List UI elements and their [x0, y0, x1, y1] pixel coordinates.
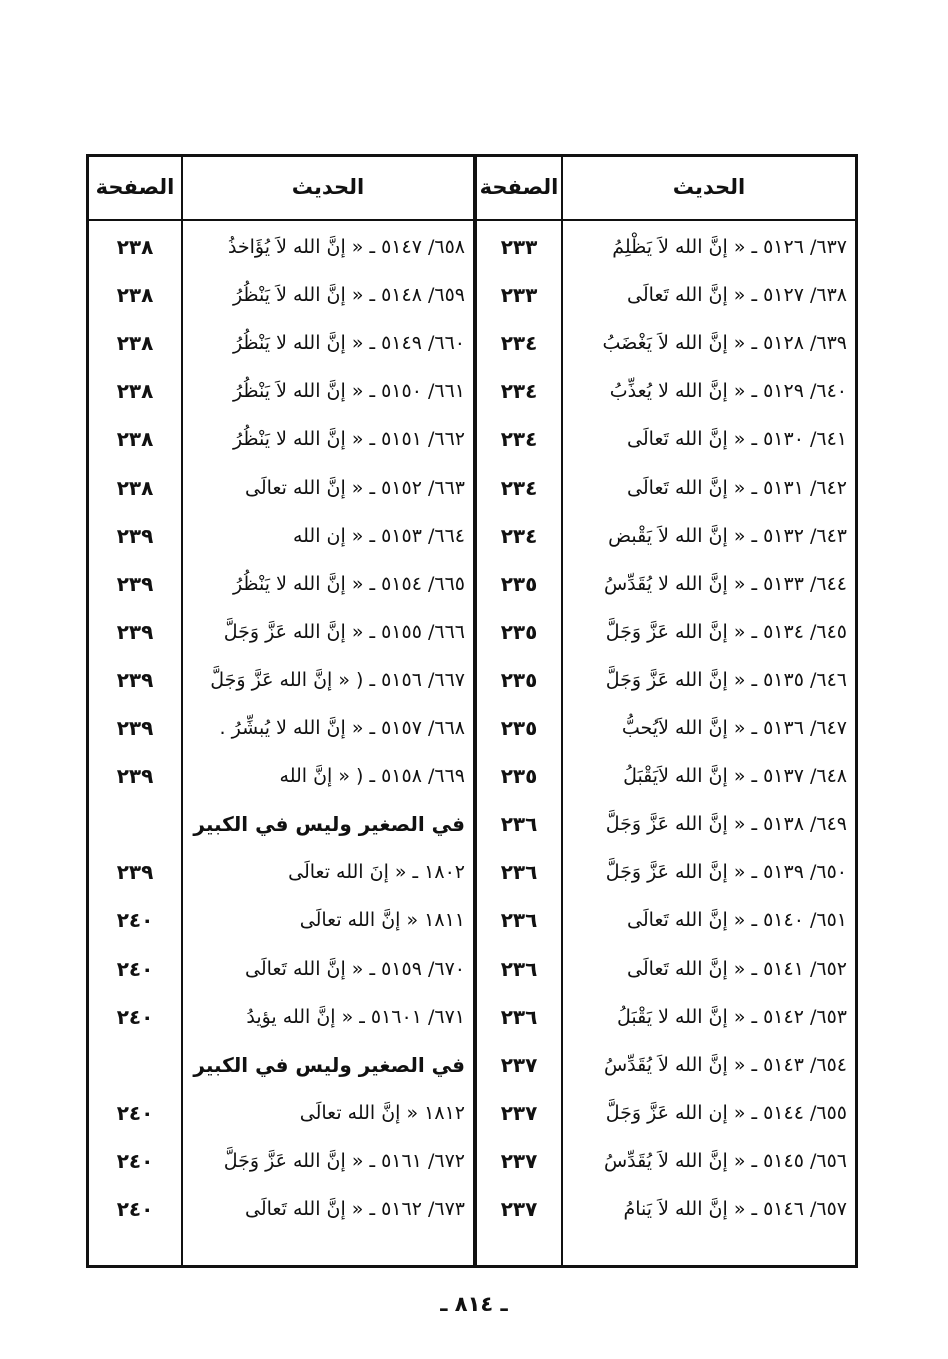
header-hadith-left: الحديث — [291, 175, 365, 199]
page-ref: ٢٤٠ — [116, 1100, 154, 1125]
table-row — [89, 1137, 855, 1185]
page-ref: ٢٣٨ — [116, 427, 154, 452]
hadith-entry: ٦٤٩/ ٥١٣٨ ـ « إنَّ الله عَزَّ وَجَلَّ — [605, 813, 847, 836]
hadith-entry: ٦٦٩/ ٥١٥٨ ـ ( « إنَّ الله — [279, 765, 465, 788]
table-row — [89, 752, 855, 800]
hadith-entry: ٦٤٤/ ٥١٣٣ ـ « إنَّ الله لا يُقَدِّسُ — [603, 572, 847, 595]
hadith-entry: ٦٦٥/ ٥١٥٤ ـ « إنَّ الله لا يَنْظُرُ — [232, 572, 465, 595]
table-row — [89, 223, 855, 271]
hadith-entry: ٦٥٧/ ٥١٤٦ ـ « إنَّ الله لاَ يَنامُ — [623, 1198, 847, 1220]
page-ref: ٢٣٩ — [116, 860, 154, 885]
hadith-entry: ٦٥٣/ ٥١٤٢ ـ « إنَّ الله لا يَقْبَلُ — [617, 1005, 847, 1028]
hadith-entry: ٦٥١/ ٥١٤٠ ـ « إنَّ الله تَعالَى — [627, 909, 847, 932]
page-ref: ٢٣٦ — [500, 860, 538, 885]
table-row — [89, 848, 855, 896]
page-ref: ٢٣٥ — [500, 619, 538, 644]
page-ref: ٢٣٥ — [500, 571, 538, 596]
page-ref: ٢٣٨ — [116, 235, 154, 259]
page-ref: ٢٣٩ — [116, 571, 154, 596]
hadith-entry: ٦٤٧/ ٥١٣٦ ـ « إنَّ الله لاَيُحبُّ — [621, 717, 847, 739]
hadith-entry: ٦٦٢/ ٥١٥١ ـ « إنَّ الله لا يَنْظُرُ — [232, 428, 465, 451]
hadith-entry: ٦٦٣/ ٥١٥٢ ـ « إنَّ الله تعالَى — [245, 476, 465, 499]
page-ref: ٢٣٣ — [500, 283, 538, 308]
page-ref: ٢٣٣ — [500, 235, 538, 259]
hadith-entry: ٦٦٨/ ٥١٥٧ ـ « إنَّ الله لا يُبشِّرُ . — [219, 717, 465, 739]
hadith-entry: ٦٤٣/ ٥١٣٢ ـ « إنَّ الله لاَ يَقْبض — [608, 524, 847, 547]
index-table — [86, 154, 858, 1268]
hadith-entry: ٦٦٤/ ٥١٥٣ ـ « إن الله — [292, 524, 465, 547]
page-ref: ٢٣٥ — [500, 667, 538, 692]
page-ref: ٢٣٩ — [116, 619, 154, 644]
page-ref: ٢٣٦ — [500, 908, 538, 933]
table-row — [89, 896, 855, 944]
page-ref — [89, 1041, 181, 1089]
page-ref: ٢٤٠ — [116, 1004, 154, 1029]
header-divider — [89, 219, 855, 221]
page-ref: ٢٣٩ — [116, 716, 154, 740]
hadith-entry: ١٨١١ « إنَّ الله تعالَى — [299, 909, 465, 932]
hadith-entry: ٦٦٦/ ٥١٥٥ ـ « إنَّ الله عَزَّ وَجَلَّ — [223, 620, 465, 643]
hadith-entry: ٦٥٠/ ٥١٣٩ ـ « إنَّ الله عَزَّ وَجَلَّ — [605, 861, 847, 884]
hadith-entry: ٦٤٢/ ٥١٣١ ـ « إنَّ الله تَعالَى — [627, 476, 847, 499]
page-ref: ٢٣٤ — [500, 427, 538, 452]
table-row — [89, 512, 855, 560]
hadith-entry: ٦٥٥/ ٥١٤٤ ـ « إن الله عَزَّ وَجَلَّ — [605, 1101, 847, 1124]
hadith-entry: ١٨٠٢ ـ « إنَ الله تعالَى — [288, 861, 465, 884]
page-ref: ٢٣٨ — [116, 475, 154, 500]
table-row — [89, 993, 855, 1041]
header-hadith-right: الحديث — [672, 175, 746, 199]
page-ref: ٢٣٤ — [500, 379, 538, 404]
header-page-left: الصفحة — [95, 175, 175, 199]
hadith-entry: ٦٧٢/ ٥١٦١ ـ « إنَّ الله عَزَّ وَجَلَّ — [223, 1149, 465, 1172]
page-ref: ٢٤٠ — [116, 1148, 154, 1173]
section-heading: في الصغير وليس في الكبير — [193, 812, 465, 837]
hadith-entry: ١٨١٢ « إنَّ الله تعالَى — [299, 1101, 465, 1124]
hadith-entry: ٦٦٠/ ٥١٤٩ ـ « إنَّ الله لا يَنْظُرُ — [232, 332, 465, 355]
page-ref: ٢٣٨ — [116, 283, 154, 308]
page-ref: ٢٣٨ — [116, 379, 154, 404]
hadith-entry: ٦٥٩/ ٥١٤٨ ـ « إنَّ الله لاَ يَنْظُرُ — [232, 284, 465, 307]
hadith-entry: ٦٧١/ ٥١٦٠١ ـ « إنَّ الله يؤيدُ — [246, 1005, 465, 1028]
hadith-entry: ٦٥٢/ ٥١٤١ ـ « إنَّ الله تَعالَى — [627, 957, 847, 980]
page-ref: ٢٤٠ — [116, 956, 154, 981]
hadith-entry: ٦٥٦/ ٥١٤٥ ـ « إنَّ الله لاَ يُقَدِّسُ — [603, 1149, 847, 1172]
page-ref: ٢٣٤ — [500, 475, 538, 500]
page-ref — [89, 800, 181, 848]
table-row — [89, 608, 855, 656]
hadith-entry: ٦٥٤/ ٥١٤٣ ـ « إنَّ الله لاَ يُقَدِّسُ — [603, 1053, 847, 1076]
page-ref: ٢٣٤ — [500, 523, 538, 548]
hadith-entry: ٦٤٨/ ٥١٣٧ ـ « إنَّ الله لاَيَقْبَلُ — [623, 765, 847, 788]
hadith-entry: ٦٤٥/ ٥١٣٤ ـ « إنَّ الله عَزَّ وَجَلَّ — [605, 620, 847, 643]
page-ref: ٢٣٧ — [500, 1100, 538, 1125]
table-row — [89, 704, 855, 752]
table-row — [89, 415, 855, 463]
table-row — [89, 945, 855, 993]
hadith-entry: ٦٤١/ ٥١٣٠ ـ « إنَّ الله تَعالَى — [627, 428, 847, 451]
page-ref: ٢٣٩ — [116, 764, 154, 789]
hadith-entry: ٦٥٨/ ٥١٤٧ ـ « إنَّ الله لاَ يُؤَاخذُ — [227, 236, 465, 258]
hadith-entry: ٦٤٠/ ٥١٢٩ ـ « إنَّ الله لا يُعذِّبُ — [609, 380, 847, 403]
page-ref: ٢٣٦ — [500, 812, 538, 837]
table-row — [89, 560, 855, 608]
page-ref: ٢٤٠ — [116, 1197, 154, 1221]
header-page-right: الصفحة — [479, 175, 559, 199]
table-row — [89, 464, 855, 512]
table-row — [89, 800, 855, 848]
table-row — [89, 1089, 855, 1137]
table-row — [89, 367, 855, 415]
page-ref: ٢٣٧ — [500, 1197, 538, 1221]
page-ref: ٢٤٠ — [116, 908, 154, 933]
hadith-entry: ٦٦٧/ ٥١٥٦ ـ ( « إنَّ الله عَزَّ وَجَلَّ — [210, 668, 465, 691]
hadith-entry: ٦٦١/ ٥١٥٠ ـ « إنَّ الله لاَ يَنْظُرُ — [232, 380, 465, 403]
page-ref: ٢٣٦ — [500, 1004, 538, 1029]
table-row — [89, 1185, 855, 1233]
hadith-entry: ٦٣٨/ ٥١٢٧ ـ « إنَّ الله تَعالَى — [627, 284, 847, 307]
page-ref: ٢٣٦ — [500, 956, 538, 981]
page-ref: ٢٣٧ — [500, 1148, 538, 1173]
hadith-entry: ٦٧٣/ ٥١٦٢ ـ « إنَّ الله تَعالَى — [245, 1198, 465, 1220]
table-row — [89, 271, 855, 319]
hadith-entry: ٦٣٩/ ٥١٢٨ ـ « إنَّ الله لاَ يَغْضَبُ — [602, 332, 847, 355]
page-ref: ٢٣٩ — [116, 523, 154, 548]
section-heading: في الصغير وليس في الكبير — [193, 1052, 465, 1077]
hadith-entry: ٦٧٠/ ٥١٥٩ ـ « إنَّ الله تَعالَى — [245, 957, 465, 980]
table-row — [89, 319, 855, 367]
table-row — [89, 656, 855, 704]
hadith-entry: ٦٤٦/ ٥١٣٥ ـ « إنَّ الله عَزَّ وَجَلَّ — [605, 668, 847, 691]
page-ref: ٢٣٧ — [500, 1052, 538, 1077]
page-number: ـ ٨١٤ ـ — [440, 1292, 508, 1316]
table-row — [89, 1041, 855, 1089]
page-ref: ٢٣٥ — [500, 764, 538, 789]
page-ref: ٢٣٤ — [500, 331, 538, 356]
hadith-entry: ٦٣٧/ ٥١٢٦ ـ « إنَّ الله لاَ يَظْلِمُ — [612, 236, 847, 258]
page-ref: ٢٣٩ — [116, 667, 154, 692]
page-ref: ٢٣٥ — [500, 716, 538, 740]
page-ref: ٢٣٨ — [116, 331, 154, 356]
